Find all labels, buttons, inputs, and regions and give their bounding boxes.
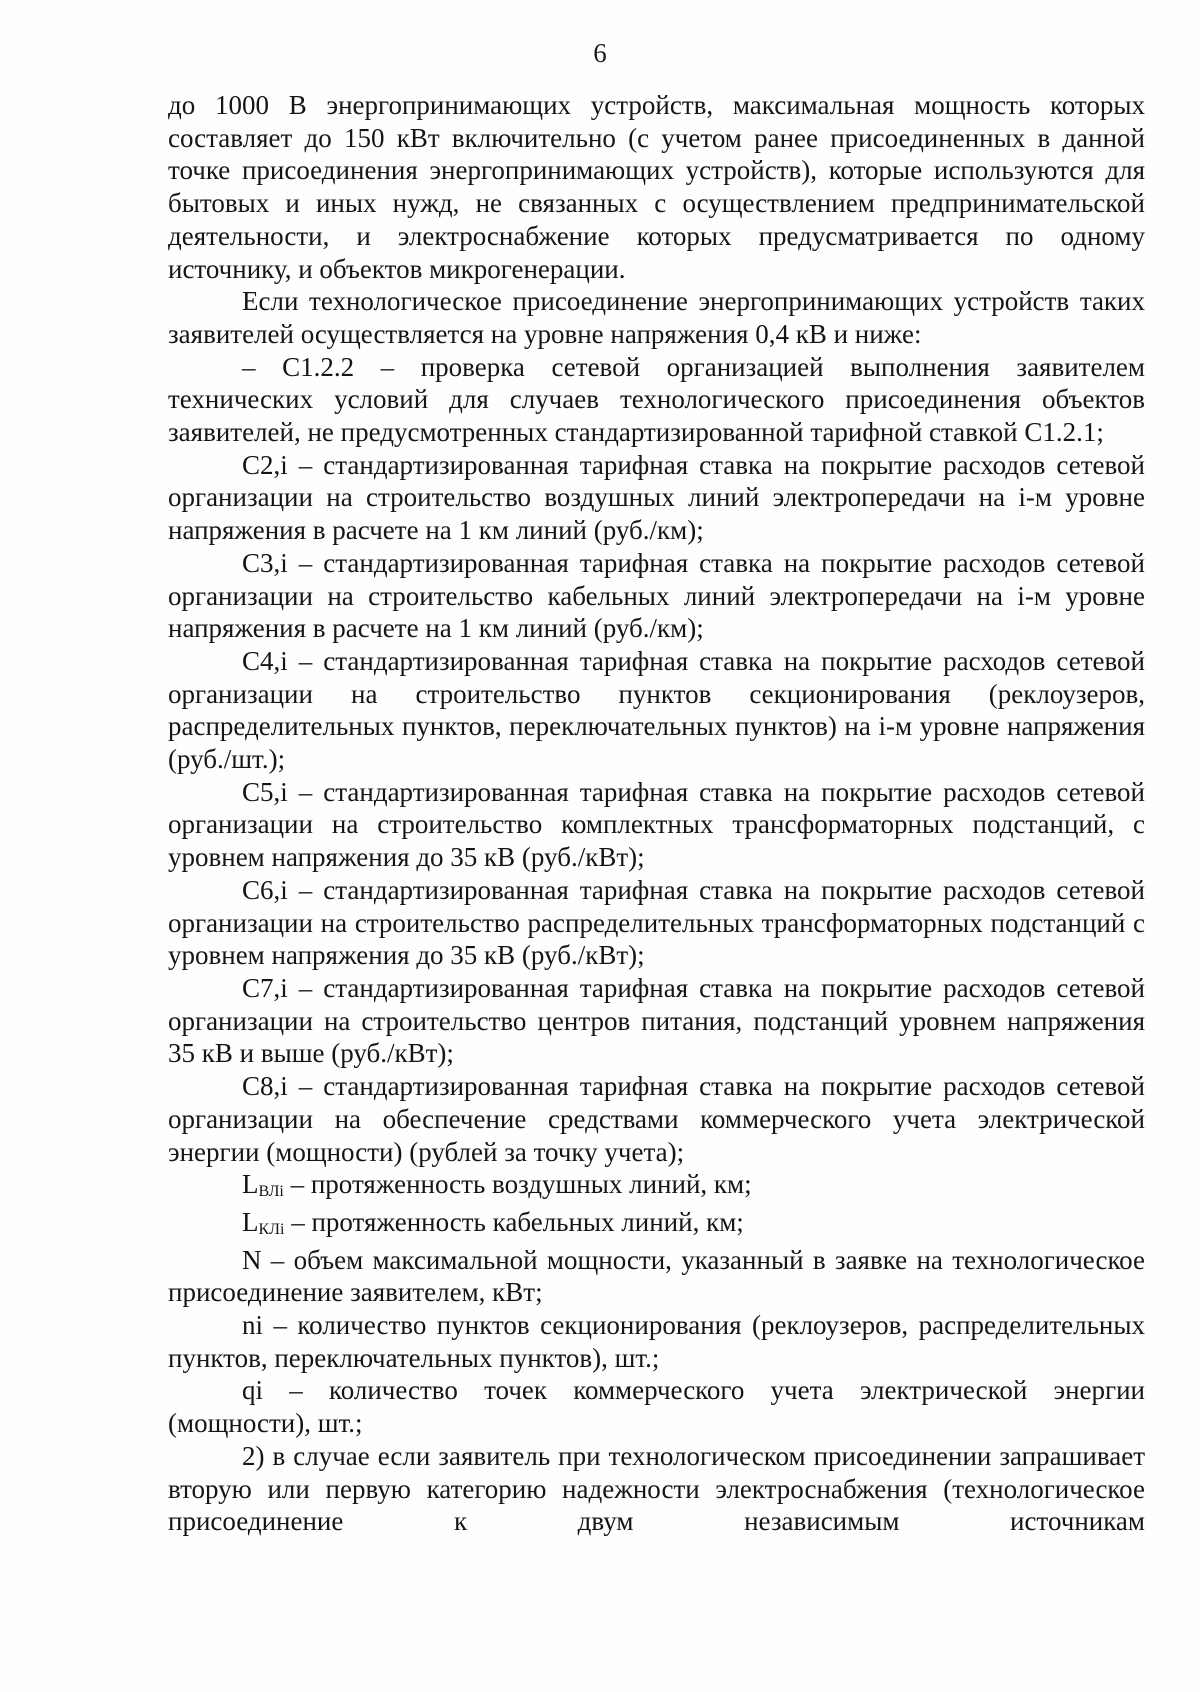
page-number: 6 <box>593 38 607 68</box>
paragraph-continuation: до 1000 В энергопринимающих устройств, максимальная мощность которых составляет до 150 кВт включительно (с учетом ранее присоединенных в данной точке присоединения энергопринимающих устройств), которые используются для бытовых и иных нужд, не связанных с осуществлением предпринимательской деятельности, и электроснабжение которых предусматривается по одному источнику, и объектов микрогенерации. <box>168 90 1145 284</box>
paragraph-c1-2-2: – С1.2.2 – проверка сетевой организацией выполнения заявителем технических условий для случаев технологического присоединения объектов заявителей, не предусмотренных стандартизированной тарифной ставкой С1.2.1; <box>168 351 1145 448</box>
document-body <box>168 89 1145 1538</box>
l-vl-subscript: ВЛi <box>258 1183 284 1201</box>
l-kl-symbol: L <box>242 1206 259 1237</box>
l-vl-symbol: L <box>242 1169 259 1200</box>
l-kl-definition: – протяженность кабельных линий, км; <box>284 1206 744 1237</box>
paragraph-c7: С7,i – стандартизированная тарифная ставка на покрытие расходов сетевой организации на строительство центров питания, подстанций уровнем напряжения 35 кВ и выше (руб./кВт); <box>168 972 1145 1069</box>
paragraph-n: N – объем максимальной мощности, указанный в заявке на технологическое присоединение заявителем, кВт; <box>168 1244 1145 1308</box>
l-vl-definition: – протяженность воздушных линий, км; <box>283 1169 752 1200</box>
paragraph-case-2: 2) в случае если заявитель при технологическом присоединении запрашивает вторую или первую категорию надежности электроснабжения (технологическое присоединение к двум независимым источникам <box>168 1440 1145 1537</box>
paragraph-c2: С2,i – стандартизированная тарифная ставка на покрытие расходов сетевой организации на строительство воздушных линий электропередачи на i-м уровне напряжения в расчете на 1 км линий (руб./км); <box>168 449 1145 546</box>
paragraph-l-kl <box>168 1206 1145 1244</box>
paragraph-c6: С6,i – стандартизированная тарифная ставка на покрытие расходов сетевой организации на строительство распределительных трансформаторных подстанций с уровнем напряжения до 35 кВ (руб./кВт); <box>168 874 1145 971</box>
paragraph-c8: С8,i – стандартизированная тарифная ставка на покрытие расходов сетевой организации на обеспечение средствами коммерческого учета электрической энергии (мощности) (рублей за точку учета); <box>168 1071 1145 1167</box>
paragraph-l-vl <box>168 1168 1145 1206</box>
paragraph-qi: qi – количество точек коммерческого учета электрической энергии (мощности), шт.; <box>168 1375 1145 1439</box>
paragraph-c3: С3,i – стандартизированная тарифная ставка на покрытие расходов сетевой организации на строительство кабельных линий электропередачи на i-м уровне напряжения в расчете на 1 км линий (руб./км); <box>168 547 1145 644</box>
paragraph-c4: С4,i – стандартизированная тарифная ставка на покрытие расходов сетевой организации на строительство пунктов секционирования (реклоузеров, распределительных пунктов, переключательных пунктов) на i-м уровне напряжения (руб./шт.); <box>168 645 1145 775</box>
paragraph-ni: ni – количество пунктов секционирования (реклоузеров, распределительных пунктов, переключательных пунктов), шт.; <box>168 1310 1145 1373</box>
paragraph-condition: Если технологическое присоединение энергопринимающих устройств таких заявителей осуществляется на уровне напряжения 0,4 кВ и ниже: <box>168 286 1145 349</box>
paragraph-c5: С5,i – стандартизированная тарифная ставка на покрытие расходов сетевой организации на строительство комплектных трансформаторных подстанций, с уровнем напряжения до 35 кВ (руб./кВт); <box>168 776 1145 873</box>
l-kl-subscript: КЛi <box>258 1220 285 1238</box>
